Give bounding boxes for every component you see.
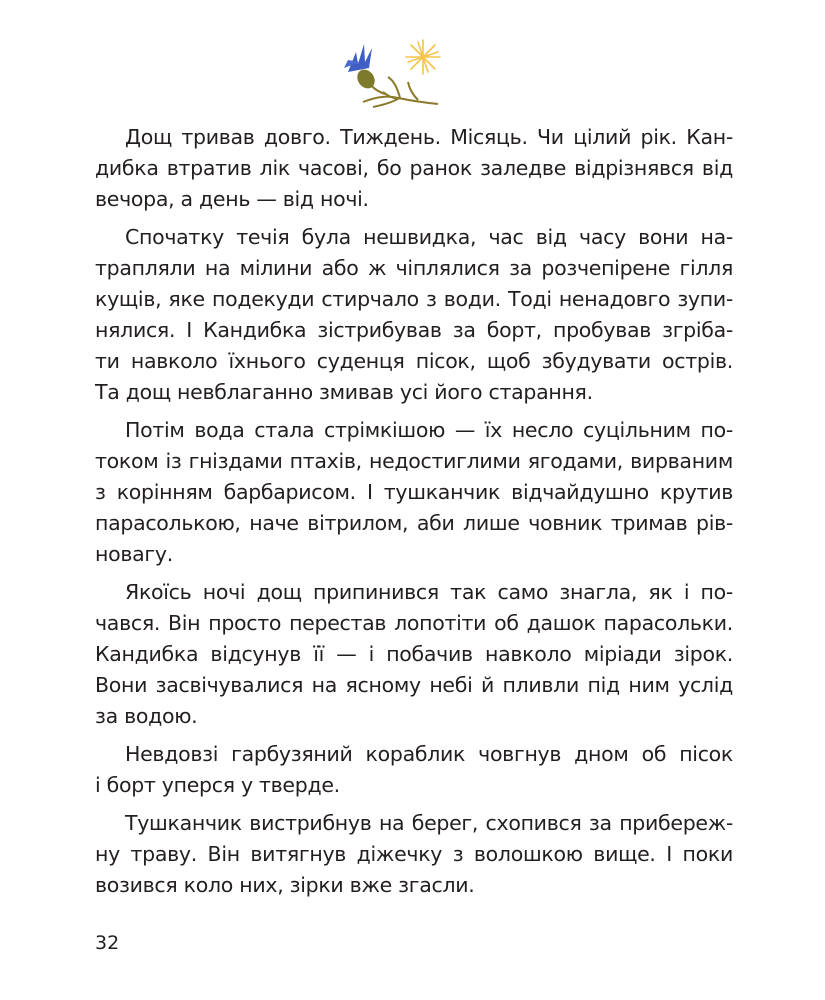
text-line: Якоїсь ночі дощ припинився так само знагла, як і по- <box>125 580 733 604</box>
star-icon <box>406 40 440 74</box>
text-line: Невдовзі гарбузяний кораблик човгнув дном об пісок <box>125 742 733 766</box>
paragraph <box>95 415 733 570</box>
text-line: Та дощ невблаганно змивав усі його старання. <box>95 380 593 404</box>
text-line: Вони засвічувалися на ясному небі й пливли під ним услід <box>95 673 733 697</box>
cornflower-icon <box>344 44 438 107</box>
text-line: кущів, яке подекуди стирчало з води. Тоді ненадовго зупи- <box>95 287 733 311</box>
text-line: новагу. <box>95 542 173 566</box>
paragraph <box>95 739 733 801</box>
text-line: ну траву. Він витягнув діжечку з волошкою вище. І поки <box>95 842 733 866</box>
page-number: 32 <box>95 932 120 954</box>
text-line: парасолькою, наче вітрилом, аби лише човник тримав рів- <box>95 511 733 535</box>
paragraph <box>95 222 733 408</box>
text-line: Спочатку течія була нешвидка, час від часу вони на- <box>125 225 733 249</box>
text-line: Потім вода стала стрімкішою — їх несло суцільним по- <box>125 418 733 442</box>
text-line: і борт уперся у тверде. <box>95 773 340 797</box>
text-line: током із гніздами птахів, недостиглими ягодами, вирваним <box>95 449 733 473</box>
text-line: чався. Він просто перестав лопотіти об дашок парасольки. <box>95 611 733 635</box>
text-line: возився коло них, зірки вже згасли. <box>95 873 475 897</box>
paragraph <box>95 808 733 901</box>
text-line: за водою. <box>95 704 198 728</box>
paragraph <box>95 577 733 732</box>
text-line: ти навколо їхнього суденця пісок, щоб збудувати острів. <box>95 349 733 373</box>
paragraph <box>95 122 733 215</box>
text-line: дибка втратив лік часові, бо ранок заледве відрізнявся від <box>95 156 733 180</box>
text-line: трапляли на мілини або ж чіплялися за розчепірене гілля <box>95 256 733 280</box>
text-line: Дощ тривав довго. Тиждень. Місяць. Чи цілий рік. Кан- <box>125 125 733 149</box>
text-line: Кандибка відсунув її — і побачив навколо міріади зірок. <box>95 642 733 666</box>
text-line: з корінням барбарисом. І тушканчик відчайдушно крутив <box>95 480 733 504</box>
text-line: Тушканчик вистрибнув на берег, схопився за прибереж- <box>125 811 733 835</box>
cornflower-star-illustration <box>338 32 448 112</box>
body-text <box>95 122 733 901</box>
text-line: нялися. І Кандибка зістрибував за борт, пробував згрібa- <box>95 318 733 342</box>
text-line: вечора, а день — від ночі. <box>95 187 369 211</box>
